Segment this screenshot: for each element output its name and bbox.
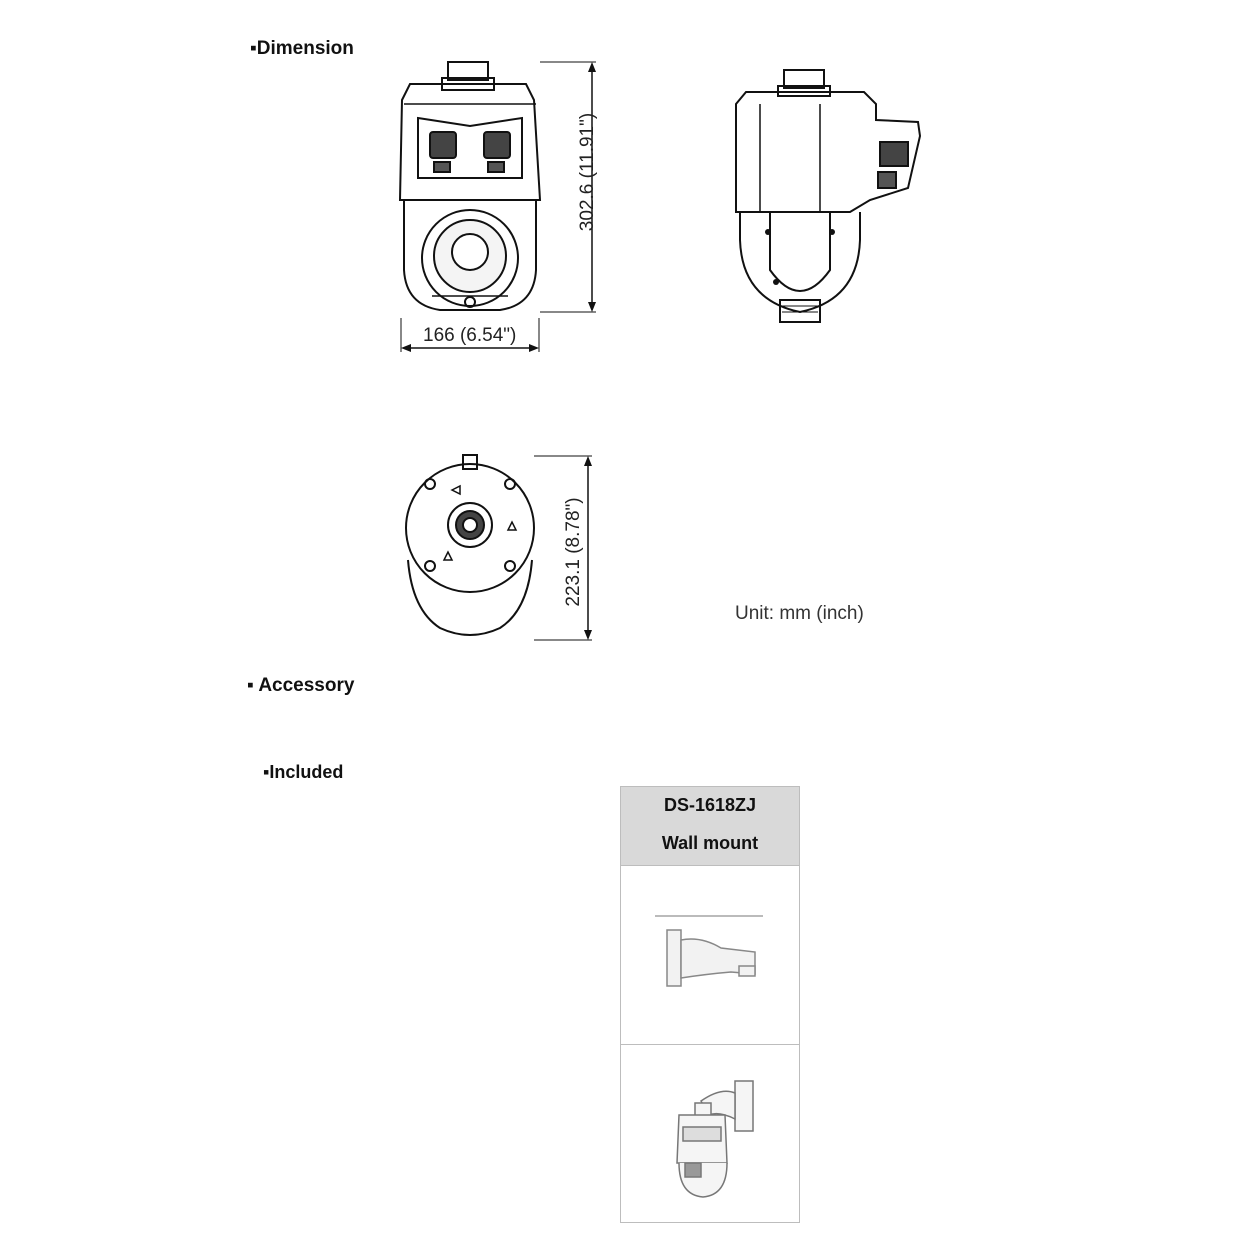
- bottom-dimension-label: 223.1 (8.78"): [563, 497, 584, 607]
- wall-mount-image-cell: [621, 865, 799, 1044]
- unit-label: Unit: mm (inch): [735, 603, 864, 624]
- dimension-heading-text: Dimension: [256, 38, 354, 59]
- accessory-table: [620, 786, 800, 1223]
- wall-mount-image: [621, 866, 799, 1044]
- width-dimension-label: 166 (6.54"): [423, 325, 517, 346]
- bullet-icon: ▪: [250, 38, 257, 59]
- bullet-icon: ▪: [263, 762, 270, 782]
- bullet-icon: ▪: [247, 675, 259, 696]
- accessory-model: DS-1618ZJ: [663, 795, 757, 815]
- mounted-camera-image: [621, 1045, 799, 1222]
- included-heading-text: Included: [269, 762, 344, 782]
- accessory-name: Wall mount: [661, 833, 759, 853]
- included-heading: [263, 762, 343, 783]
- accessory-heading: [247, 675, 354, 697]
- accessory-table-header: [621, 787, 799, 865]
- height-dimension-label: 302.6 (11.91"): [577, 112, 598, 232]
- mounted-camera-image-cell: [621, 1044, 799, 1222]
- accessory-heading-text: Accessory: [258, 675, 355, 696]
